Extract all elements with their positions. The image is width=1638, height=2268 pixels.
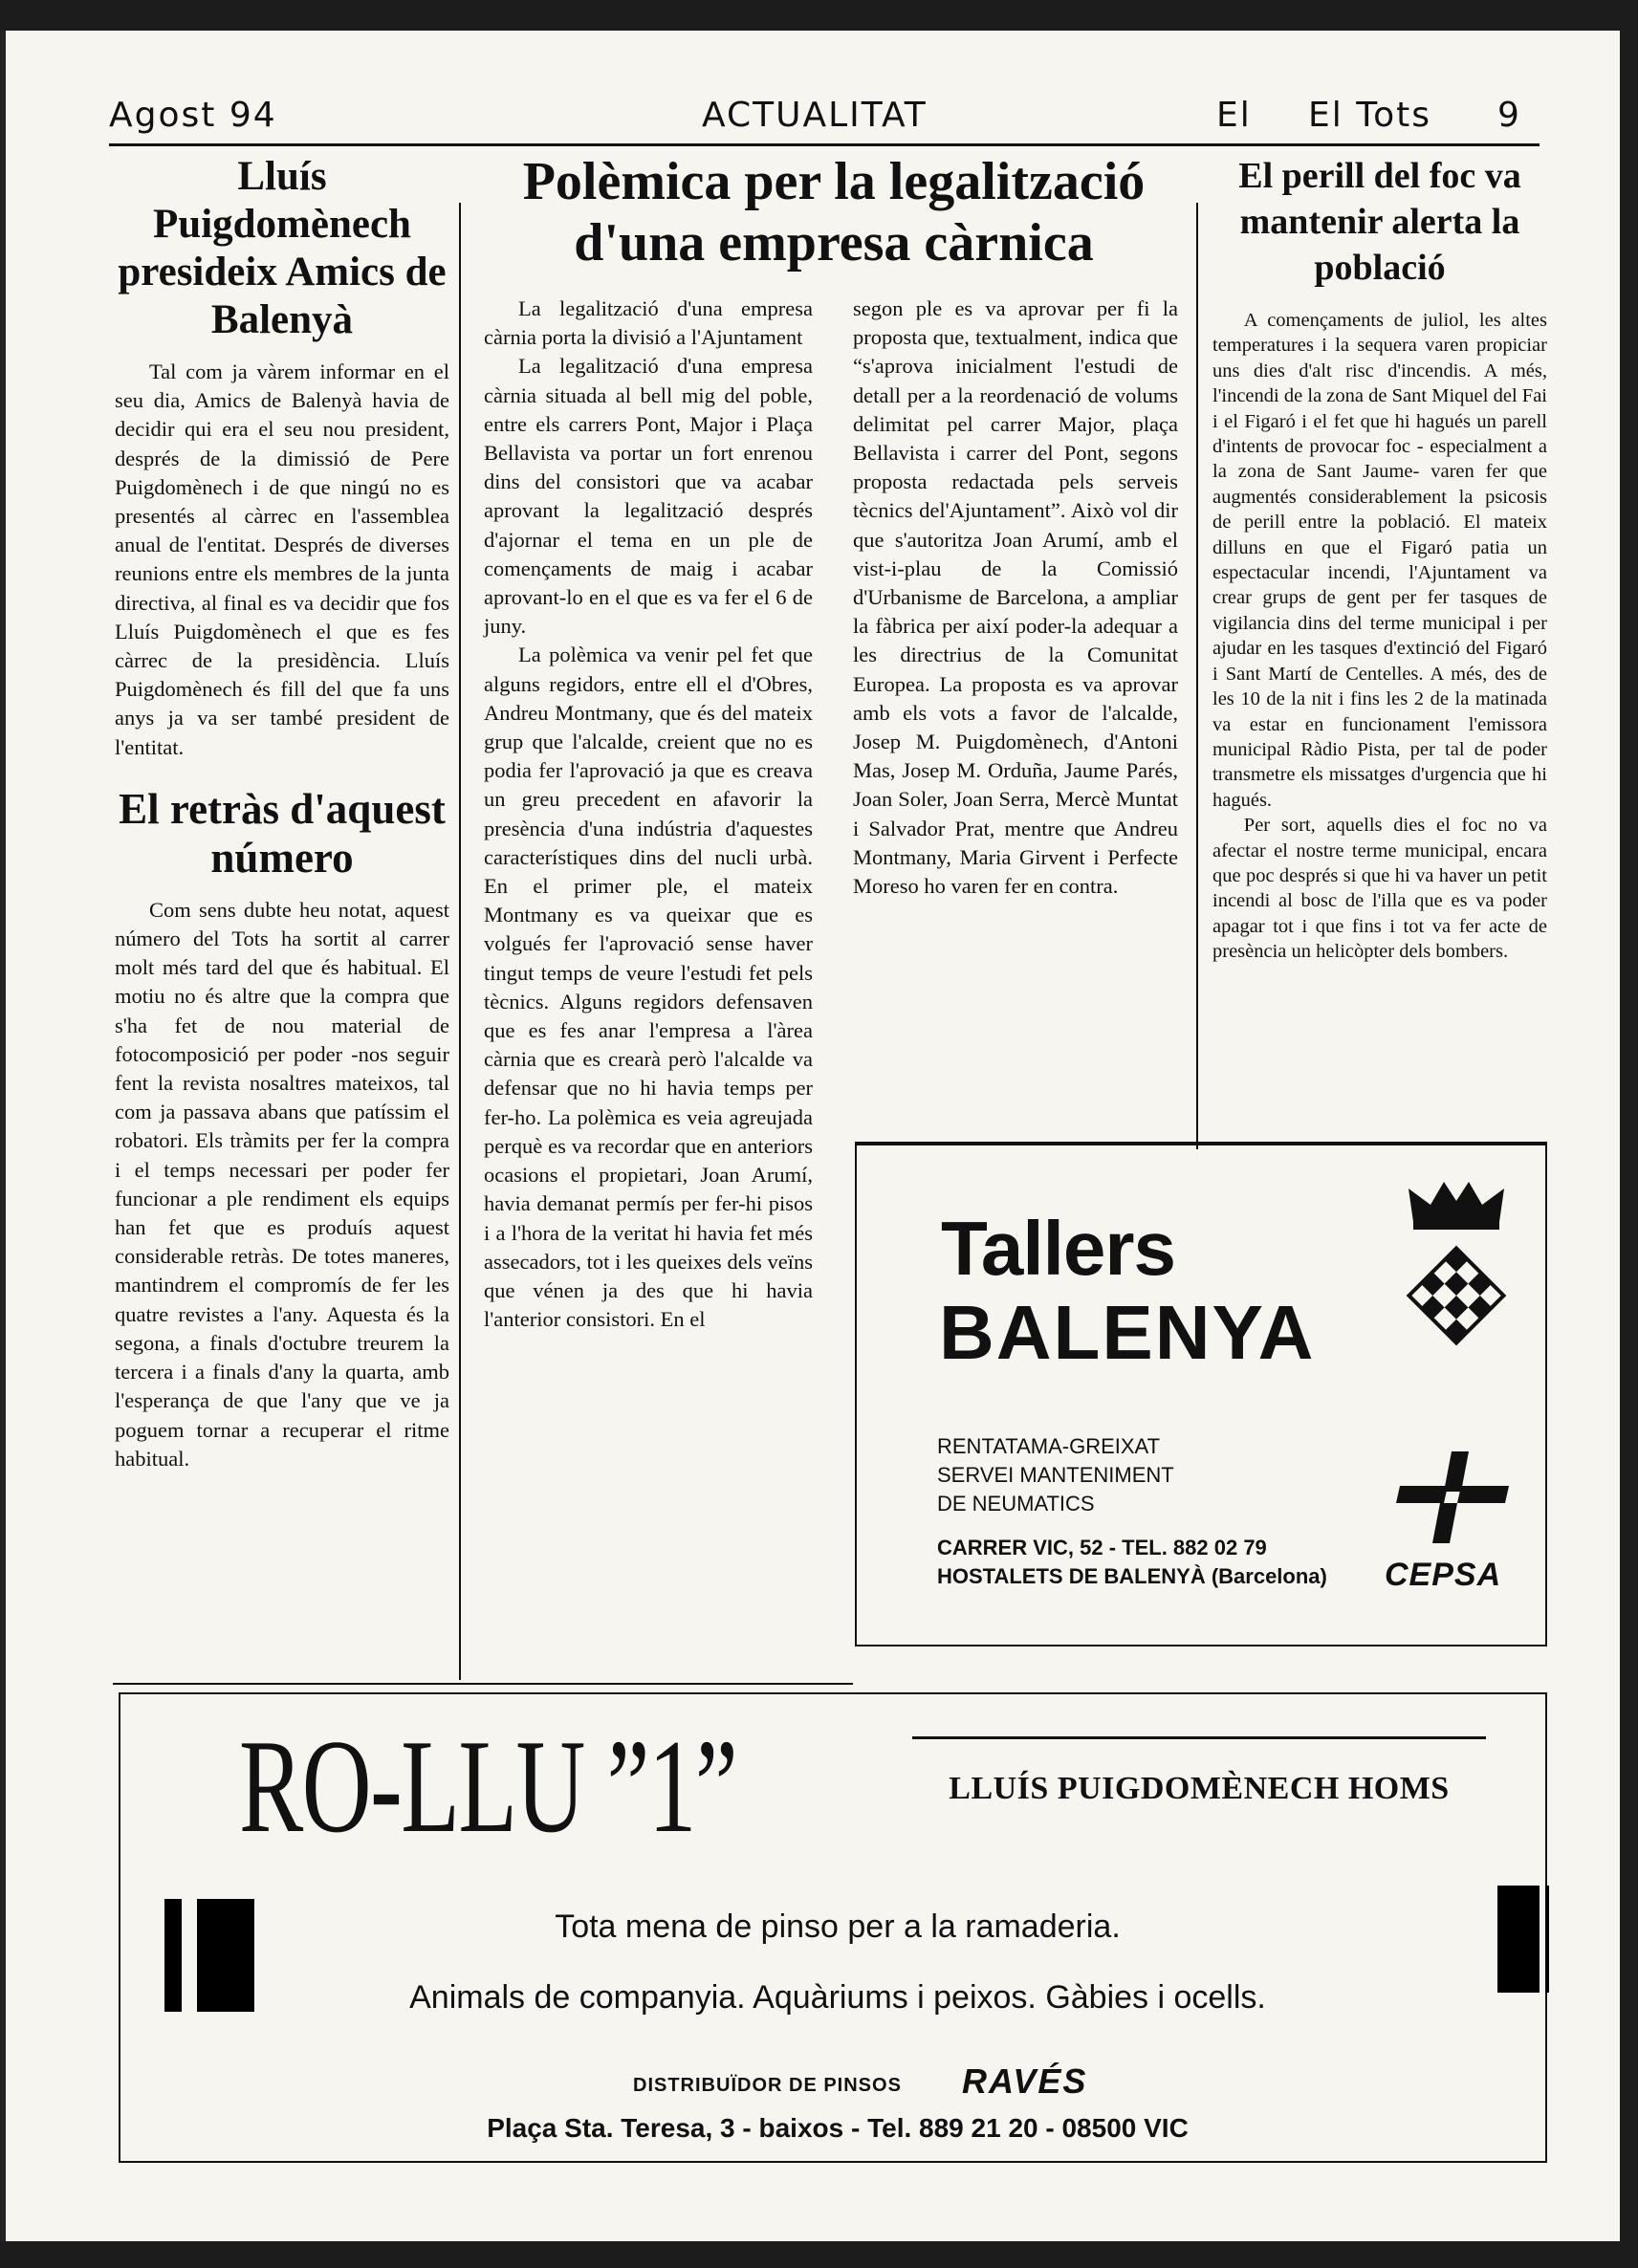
paragraph: La legalització d'una empresa càrnia porta la divisió a l'Ajuntament — [484, 296, 813, 350]
ad-bar-right — [1545, 1886, 1549, 1993]
cepsa-logo-icon — [1392, 1448, 1517, 1547]
address-line: CARRER VIC, 52 - TEL. 882 02 79 — [937, 1536, 1267, 1559]
service-line: RENTATAMA-GREIXAT — [937, 1434, 1161, 1458]
coat-of-arms-icon — [1404, 1243, 1509, 1348]
header-rule — [109, 143, 1540, 146]
column-amics — [115, 153, 449, 1473]
ad-bar-right — [1497, 1886, 1540, 1993]
address-line: HOSTALETS DE BALENYÀ (Barcelona) — [937, 1564, 1327, 1588]
ad-rollu-owner: LLUÍS PUIGDOMÈNECH HOMS — [949, 1771, 1450, 1806]
ad-rollu — [119, 1692, 1547, 2163]
ad-cepsa-brand: CEPSA — [1385, 1557, 1502, 1593]
headline-polemica: Polèmica per la legalització d'una empresa càrnica — [522, 152, 1146, 273]
ad-tallers-name: Tallers — [941, 1206, 1175, 1291]
paragraph: Com sens dubte heu notat, aquest número del Tots ha sortit al carrer molt més tard del que és habitual. El motiu no és altre que la compra que s'ha fet de nou material de fotocomposició per poder -nos seguir fent la revista nosaltres mateixos, tal com ja passava abans que patíssim el robatori. Els tràmits per fer la compra i el temps necessari per poder fer funcionar a ple rendiment els equips han fet que es produís aquest considerable retràs. De totes maneres, mantindrem el compromís de fer les quatre revistes a l'any. Aquesta és la segona, a finals d'octubre treurem la tercera i a finals d'any la quarta, amb l'esperança de que l'any que ve ja poguem tornar a recuperar el ritme habitual. — [115, 897, 449, 1471]
issue-date: Agost 94 — [109, 96, 277, 135]
ad-rollu-address: Plaça Sta. Teresa, 3 - baixos - Tel. 889 21 20 - 08500 VIC — [487, 2113, 1189, 2143]
column-rule — [1196, 203, 1198, 1149]
headline-perill: El perill del foc va mantenir alerta la població — [1238, 156, 1521, 288]
paragraph: Per sort, aquells dies el foc no va afectar el nostre terme municipal, encara que poc després si que hi va haver un petit incendi al bosc de l'illa que es va poder apagar tot i que fins i tot va fer acte de presència un helicòpter dels bombers. — [1212, 815, 1547, 963]
ad-distrib-label: DISTRIBUÏDOR DE PINSOS — [633, 2075, 902, 2096]
ad-balenya-name: BALENYA — [939, 1290, 1316, 1375]
paragraph: La legalització d'una empresa càrnia situada al bell mig del poble, entre els carrers Pont, Major i Plaça Bellavista va portar un fort enrenou dins del consistori que va acabar aprovant la legalització després d'ajornar el tema en un ple de començaments de maig i acabar aprovant-lo en el que es va fer el 6 de juny. — [484, 354, 813, 639]
article-retras — [115, 896, 449, 1473]
ad-bar-left — [164, 1899, 182, 2012]
column-rule — [459, 203, 461, 1680]
ad-rollu-line1: Tota mena de pinso per a la ramaderia. — [555, 1908, 1121, 1945]
ad-rollu-name: RO-LLU ”1” — [239, 1712, 737, 1861]
page-number: 9 — [1497, 96, 1521, 135]
headline-amics: Lluís Puigdomènech presideix Amics de Balenyà — [118, 154, 447, 342]
crown-icon — [1404, 1174, 1509, 1232]
paragraph: A començaments de juliol, les altes temperatures i la sequera varen propiciar uns dies d'alt risc d'incendis. A més, l'incendi de la zona de Sant Miquel del Fai i el Figaró i el fet que hi hagués un parell d'intents de provocar foc - especialment a la zona de Sant Jaume- varen fer que augmentés considerablement la psicosis de perill entre la població. El mateix dilluns en que el Figaró patia un espectacular incendi, l'Ajuntament va crear grups de gent per fer tasques de vigilancia dins del terme municipal i per ajudar en les tasques d'extinció del Figaró i Sant Martí de Centelles. A més, des de les 10 de la nit i fins les 2 de la matinada va estar en funcionament l'emissora municipal Ràdio Pista, per tal de poder transmetre els missatges d'urgencia que hi hagués. — [1212, 310, 1547, 811]
newspaper-page — [0, 31, 1620, 2241]
masthead: El Tots — [1308, 96, 1431, 135]
section-title: ACTUALITAT — [702, 96, 928, 135]
service-line: DE NEUMATICS — [937, 1492, 1095, 1516]
article-polemica-left — [484, 294, 813, 1334]
masthead-small: El — [1216, 96, 1252, 135]
ad-rollu-line2: Animals de companyia. Aquàriums i peixos. Gàbies i ocells. — [409, 1979, 1266, 2016]
paragraph: La polèmica va venir pel fet que alguns regidors, entre ell el d'Obres, Andreu Montmany, que és del mateix grup que l'alcalde, creient que no es podia fer l'aprovació ja que es creava un greu precedent en afavorir la presència d'una indústria d'aquestes característiques dins del nucli urbà. En el primer ple, el mateix Montmany es va queixar que es volgués fer l'aprovació sense haver tingut temps de veure l'estudi fet pels tècnics. Alguns regidors defensaven que es fes anar l'empresa a l'àrea càrnia que es crearà però l'alcalde va defensar que no hi havia temps per fer-ho. La polèmica es veia agreujada perquè es va recordar que en anteriors ocasions el propietari, Joan Arumí, havia demanat permís per fer-hi pisos i a l'hora de la veritat hi havia fet més assecadors, tot i les queixes dels veïns que vénen ja des que hi havia l'anterior consistori. En el — [484, 643, 813, 1332]
service-line: SERVEI MANTENIMENT — [937, 1463, 1174, 1487]
ad-tallers-address — [937, 1534, 1327, 1591]
headline-retras: El retràs d'aquest número — [119, 784, 446, 882]
article-perill — [1212, 308, 1547, 965]
section-rule — [113, 1683, 853, 1685]
owner-rule — [912, 1736, 1486, 1739]
column-perill — [1212, 153, 1547, 965]
article-amics — [115, 358, 449, 762]
article-polemica-right — [853, 294, 1178, 901]
ad-tallers-balenya — [855, 1142, 1547, 1646]
paragraph: Tal com ja vàrem informar en el seu dia, Amics de Balenyà havia de decidir qui era el seu nou president, després de la dimissió de Pere Puigdomènech i de que ningú no es presentés al càrrec en l'assemblea anual de l'entitat. Després de diverses reunions entre els membres de la junta directiva, al final es va decidir que fos Lluís Puigdomènech el que es fes càrrec de la presidència. Lluís Puigdomènech és fill del que fa uns anys ja va ser també president de l'entitat. — [115, 360, 449, 759]
ad-distrib-brand: RAVÉS — [962, 2061, 1088, 2101]
ad-tallers-services — [937, 1432, 1174, 1518]
paragraph: segon ple es va aprovar per fi la proposta que, textualment, indica que “s'aprova inicialment l'estudi de detall per a la reordenació de volums delimitat pel carrer Major, plaça Bellavista i carrer del Pont, segons proposta redactada pels serveis tècnics del'Ajuntament”. Això vol dir que s'autoritza Joan Arumí, amb el vist-i-plau de la Comissió d'Urbanisme de Barcelona, a ampliar la fàbrica per així poder-la adequar a les directrius de la Comunitat Europea. La proposta es va aprovar amb els vots a favor de l'alcalde, Josep M. Puigdomènech, d'Antoni Mas, Josep M. Orduña, Jaume Parés, Joan Soler, Joan Serra, Mercè Muntat i Salvador Prat, mentre que Andreu Montmany, Maria Girvent i Perfecte Moreso ho varen fer en contra. — [853, 296, 1178, 899]
